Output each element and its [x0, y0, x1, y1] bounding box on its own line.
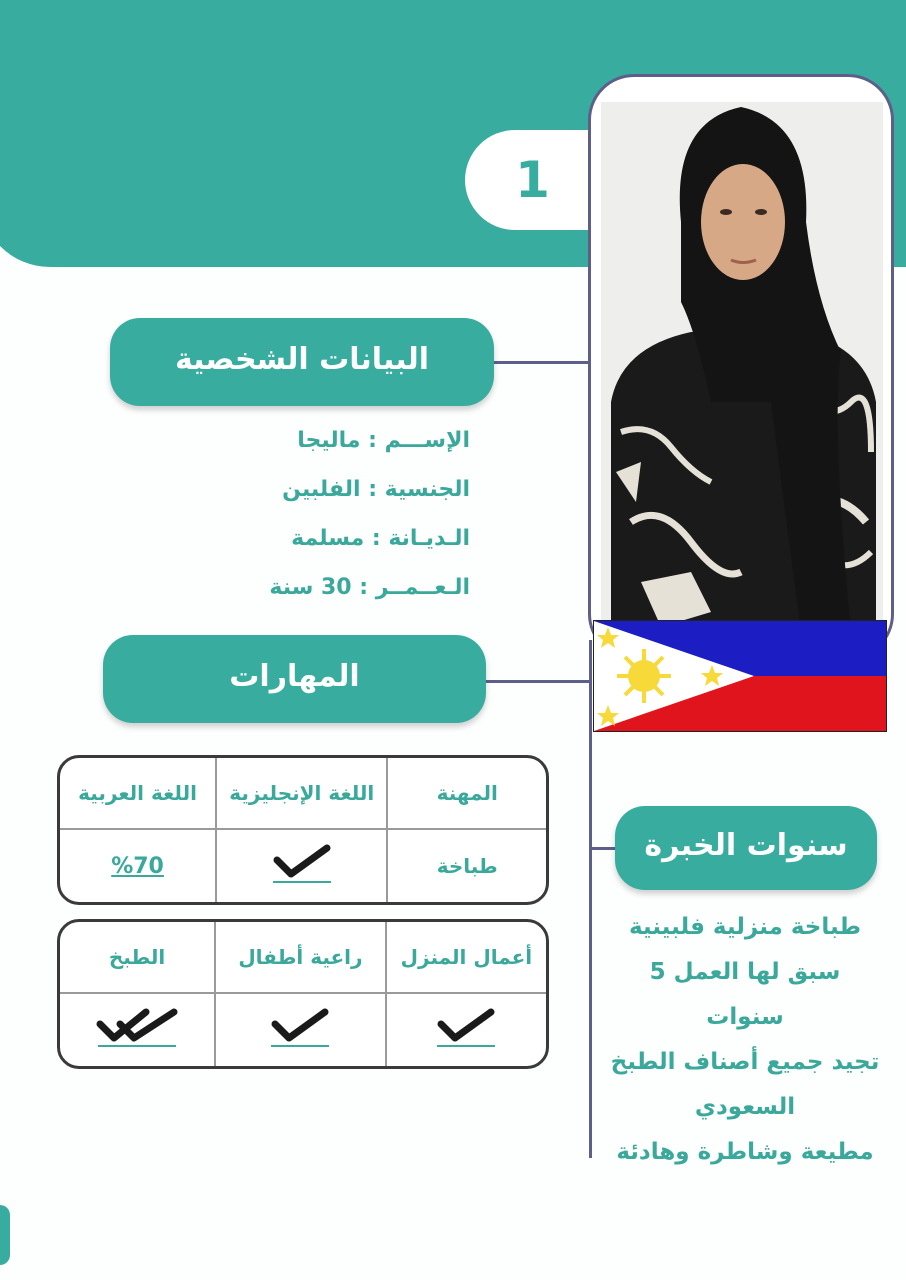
skills-table-2 — [57, 919, 549, 1069]
cooking-check-cell — [60, 994, 214, 1066]
experience-line-5: السعودي — [694, 1094, 796, 1120]
card-number: 1 — [515, 151, 550, 209]
arabic-level: %70 — [111, 853, 164, 879]
skills-heading — [103, 635, 486, 723]
babysitter-check-cell — [214, 994, 385, 1066]
experience-heading — [615, 806, 877, 890]
header-arabic: اللغة العربية — [60, 758, 215, 830]
religion-line: الـديـانة : مسلمة — [291, 526, 470, 551]
experience-line-2: سبق لها العمل 5 — [649, 959, 841, 985]
personal-data-heading — [110, 318, 494, 406]
connector-experience — [590, 847, 618, 850]
header-cooking: الطبخ — [60, 922, 214, 994]
personal-info — [240, 428, 470, 624]
experience-description — [600, 905, 890, 1175]
header-english: اللغة الإنجليزية — [215, 758, 386, 830]
header-profession: المهنة — [386, 758, 546, 830]
experience-line-3: سنوات — [706, 1004, 784, 1030]
english-check-cell — [215, 830, 386, 902]
check-icon — [269, 844, 335, 884]
flag-icon — [594, 621, 886, 731]
skills-table-1 — [57, 755, 549, 905]
check-icon — [267, 1008, 333, 1048]
portrait-illustration — [601, 102, 883, 632]
arabic-level-cell — [60, 830, 215, 902]
connector-skills — [486, 680, 590, 683]
experience-heading-text: سنوات الخبرة — [644, 828, 848, 863]
profession-value: طباخة — [386, 830, 546, 902]
double-check-icon — [94, 1008, 180, 1048]
check-icon — [433, 1008, 499, 1048]
candidate-photo — [601, 102, 883, 632]
skills-heading-text: المهارات — [229, 659, 360, 694]
name-line: الإســـم : ماليجا — [297, 428, 470, 453]
housework-check-cell — [385, 994, 546, 1066]
experience-line-6: مطيعة وشاطرة وهادئة — [616, 1139, 874, 1165]
header-babysitter: راعية أطفال — [214, 922, 385, 994]
photo-card — [588, 74, 894, 660]
bottom-accent — [0, 1205, 10, 1265]
philippines-flag — [593, 620, 887, 732]
timeline-line — [589, 640, 592, 1158]
experience-line-4: تجيد جميع أصناف الطبخ — [610, 1049, 880, 1075]
header-housework: أعمال المنزل — [385, 922, 546, 994]
age-line: الـعــمــر : 30 سنة — [269, 575, 470, 600]
personal-heading-text: البيانات الشخصية — [174, 342, 430, 377]
nationality-line: الجنسية : الفلبين — [282, 477, 470, 502]
connector-personal — [494, 361, 589, 364]
experience-line-1: طباخة منزلية فلبينية — [628, 914, 862, 940]
